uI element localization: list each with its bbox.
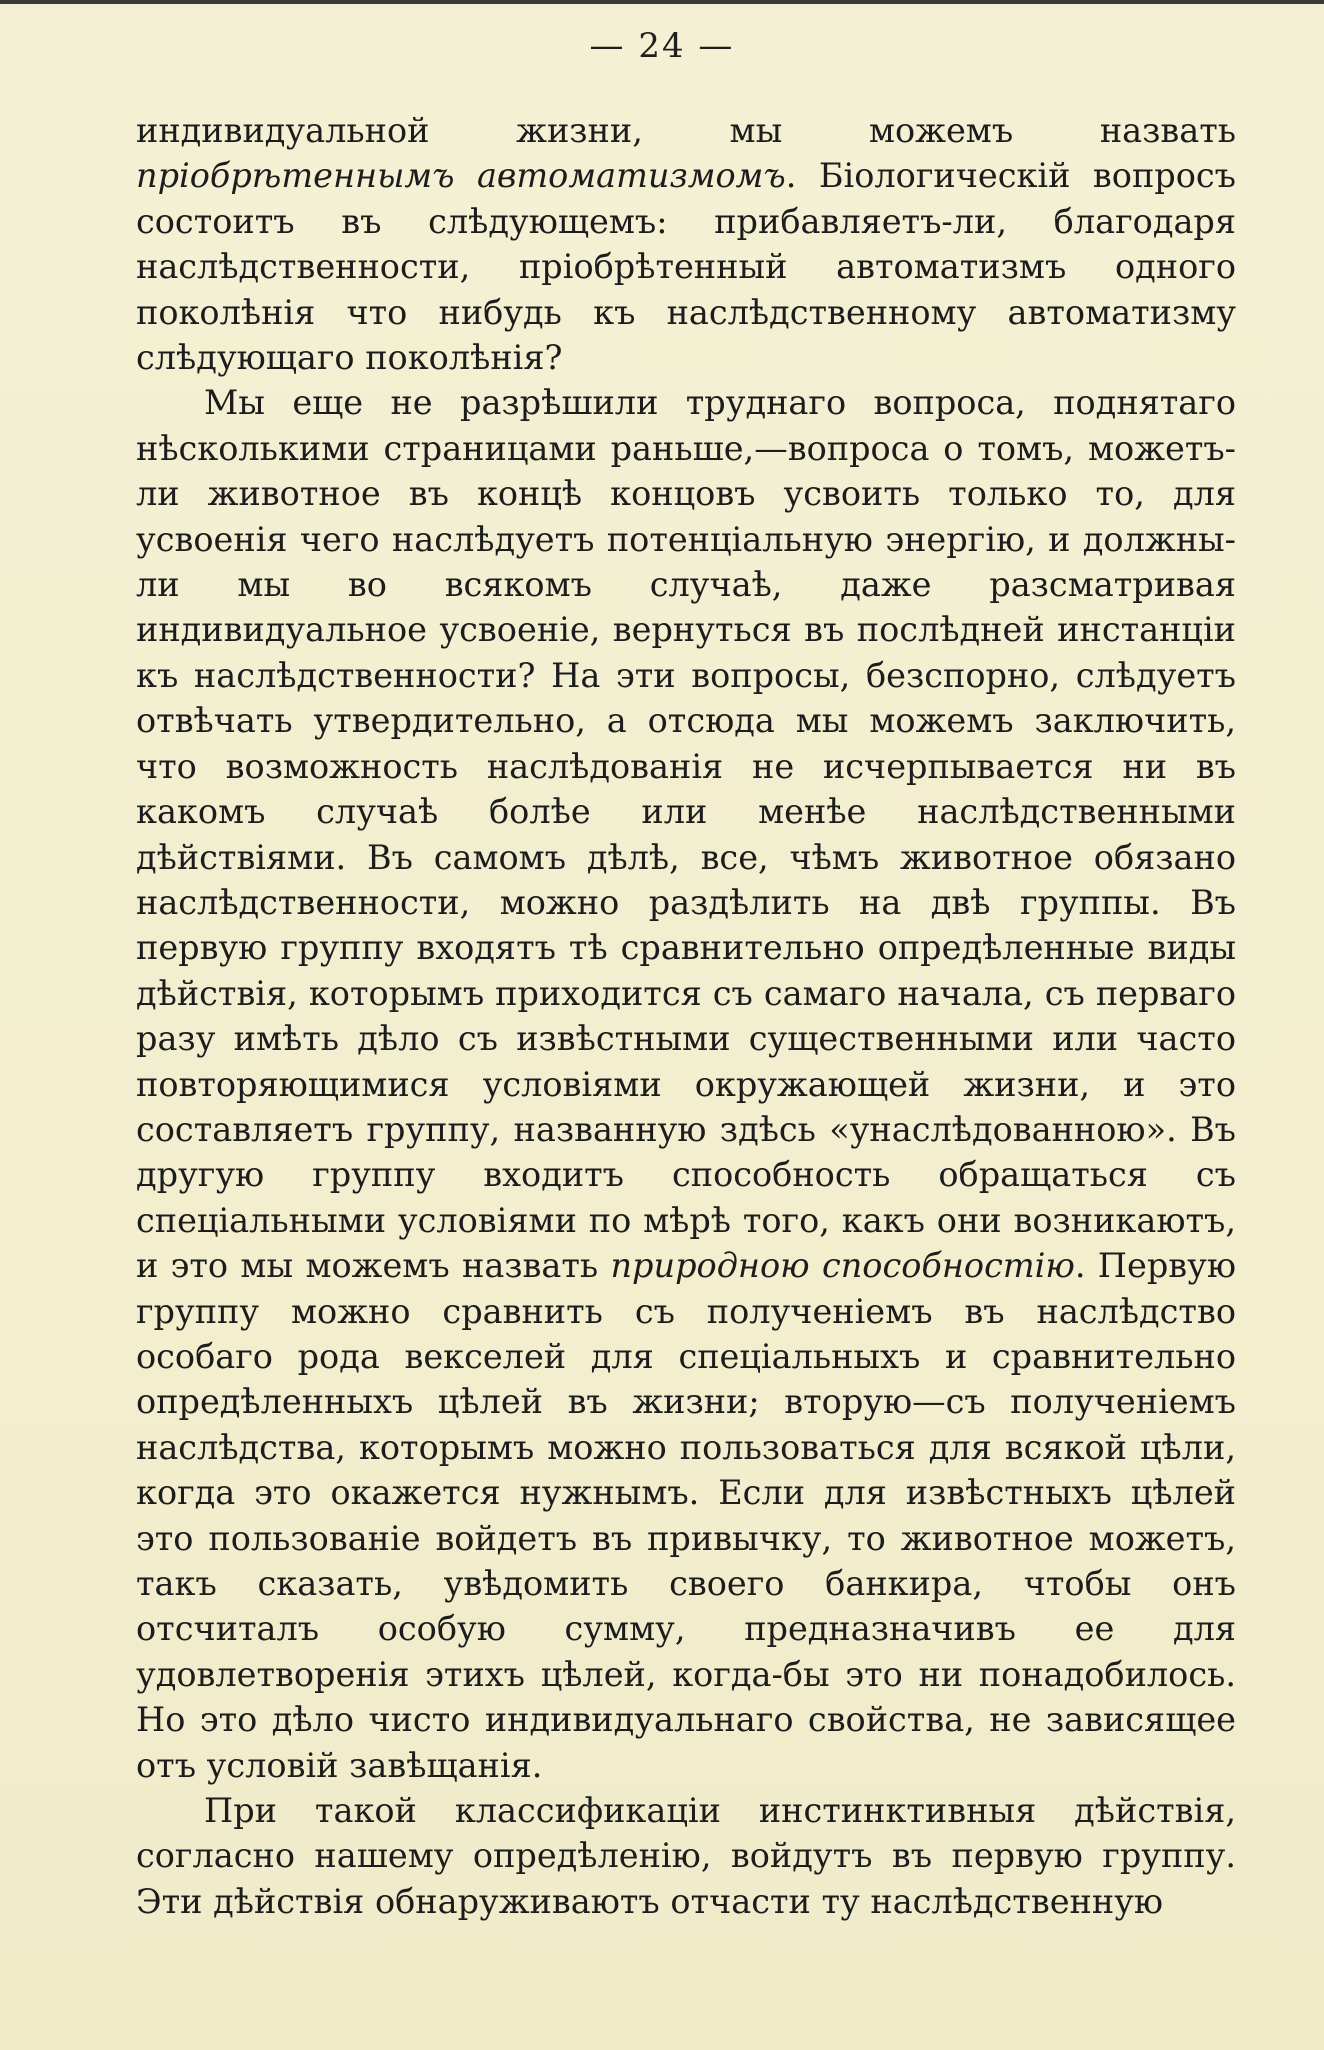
text-run: . Первую группу можно сравнить съ полученіемъ въ наслѣдство особаго рода векселей для спеціальныхъ и сравнительно опредѣленныхъ цѣлей въ жизни; вторую—съ полученіемъ наслѣдства, которымъ можно пользоваться для всякой цѣли, когда это окажется нужнымъ. Если для извѣстныхъ цѣлей это пользованіе войдетъ въ привычку, то животное можетъ, такъ сказать, увѣдомить своего банкира, чтобы онъ отсчиталъ особую сумму, предназначивъ ее для удовлетворенія этихъ цѣлей, когда-бы это ни понадобилось. Но это дѣло чисто индивидуальнаго свойства, не зависящее отъ условій завѣщанія.: [136, 1246, 1237, 1785]
text-run: При такой классификаціи инстинктивныя дѣйствія, согласно нашему опредѣленію, войдутъ въ первую группу. Эти дѣйствія обнаруживаютъ отчасти ту наслѣдственную: [136, 1791, 1236, 1921]
text-run: индивидуальной жизни, мы можемъ назвать: [136, 111, 1236, 150]
text-run: Мы еще не разрѣшили труднаго вопроса, поднятаго нѣсколькими страницами раньше,—вопроса о томъ, можетъ-ли животное въ концѣ концовъ усвоить только то, для усвоенія чего наслѣдуетъ потенціальную энергію, и должны-ли мы во всякомъ случаѣ, даже разсматривая индивидуальное усвоеніе, вернуться въ послѣдней инстанціи къ наслѣдственности? На эти вопросы, безспорно, слѣдуетъ отвѣчать утвердительно, а отсюда мы можемъ заключить, что возможность наслѣдованія не исчерпывается ни въ какомъ случаѣ болѣе или менѣе наслѣдственными дѣйствіями. Въ самомъ дѣлѣ, все, чѣмъ животное обязано наслѣдственности, можно раздѣлить на двѣ группы. Въ первую группу входятъ тѣ сравнительно опредѣленные виды дѣйствія, которымъ приходится съ самаго начала, съ перваго разу имѣть дѣло съ извѣстными существенными или часто повторяющимися условіями окружающей жизни, и это составляетъ группу, названную здѣсь «унаслѣдованною». Въ другую группу входитъ способность обращаться съ спеціальными условіями по мѣрѣ того, какъ они возникаютъ, и это мы можемъ назвать: [136, 383, 1236, 1286]
italic-term: природною способностію: [610, 1246, 1075, 1286]
body-text: [136, 108, 1236, 1924]
paragraph: [136, 108, 1236, 380]
page-number: — 24 —: [589, 26, 735, 66]
italic-term: пріобрѣтеннымъ автоматизмомъ: [136, 156, 786, 196]
top-edge-rule: [0, 0, 1324, 4]
paragraph: [136, 1788, 1236, 1924]
paragraph: [136, 380, 1236, 1788]
text-run: . Біологическій вопросъ состоитъ въ слѣдующемъ: прибавляетъ-ли, благодаря наслѣдственности, пріобрѣтенный автоматизмъ одного поколѣнія что нибудь къ наслѣдственному автоматизму слѣдующаго поколѣнія?: [136, 156, 1236, 378]
